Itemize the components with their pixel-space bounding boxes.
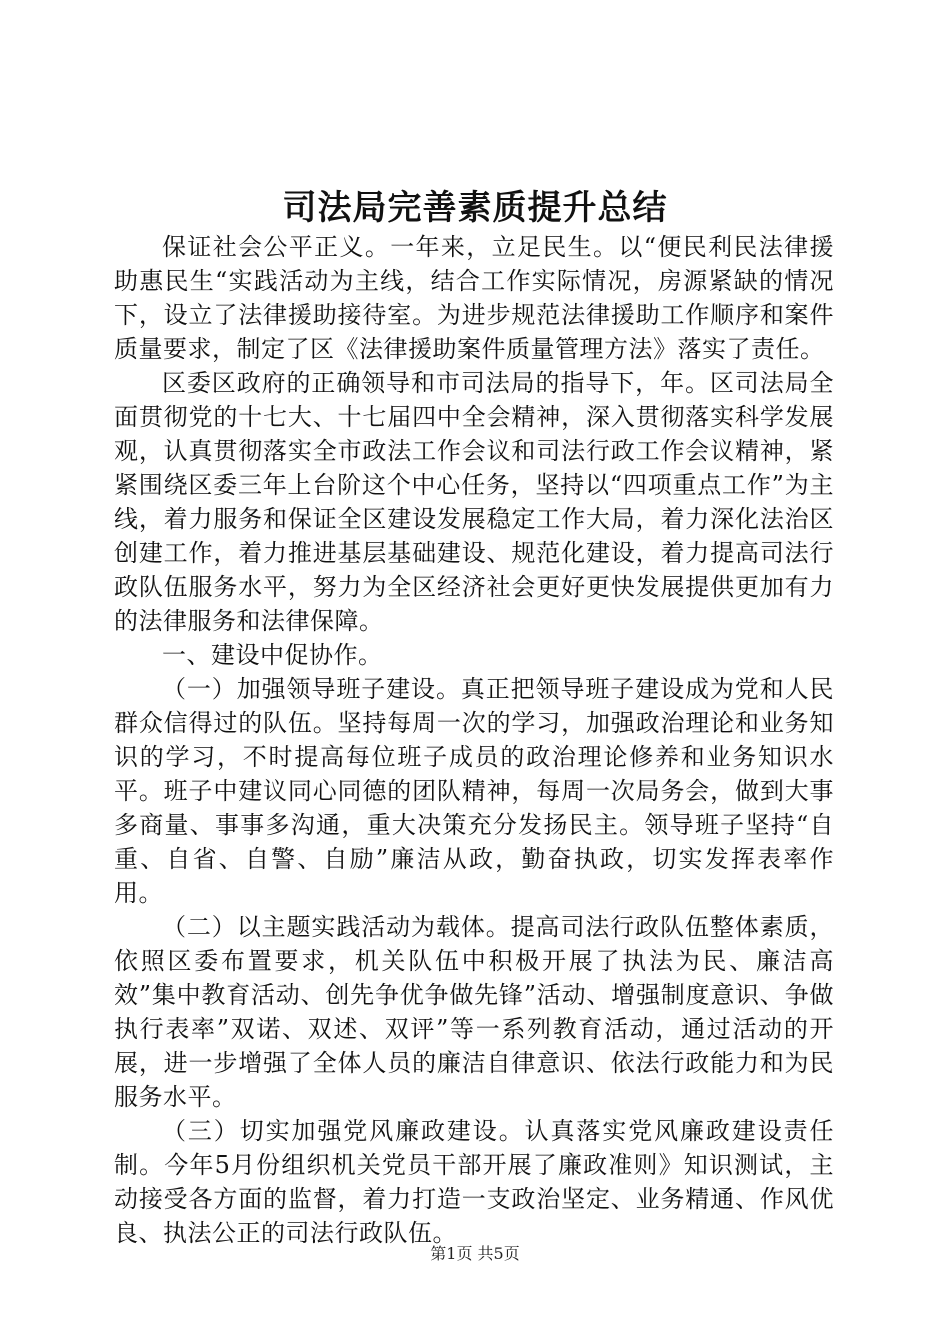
paragraph-2: 区委区政府的正确领导和市司法局的指导下，年。区司法局全面贯彻党的十七大、十七届四中全会精神，深入贯彻落实科学发展观，认真贯彻落实全市政法工作会议和司法行政工作会议精神，紧紧围绕区委三年上台阶这个中心任务，坚持以“四项重点工作”为主线，着力服务和保证全区建设发展稳定工作大局，着力深化法治区创建工作，着力推进基层基础建设、规范化建设，着力提高司法行政队伍服务水平，努力为全区经济社会更好更快发展提供更加有力的法律服务和法律保障。 (114, 369, 834, 635)
paragraph-3: （一）加强领导班子建设。真正把领导班子建设成为党和人民群众信得过的队伍。坚持每周一次的学习，加强政治理论和业务知识的学习，不时提高每位班子成员的政治理论修养和业务知识水平。班子中建议同心同德的团队精神，每周一次局务会，做到大事多商量、事事多沟通，重大决策充分发扬民主。领导班子坚持“自重、自省、自警、自励”廉洁从政，勤奋执政，切实发挥表率作用。 (114, 675, 834, 907)
page-footer: 第1页 共5页 (430, 1244, 520, 1263)
paragraph-4: （二）以主题实践活动为载体。提高司法行政队伍整体素质，依照区委布置要求，机关队伍中积极开展了执法为民、廉洁高效”集中教育活动、创先争优争做先锋”活动、增强制度意识、争做执行表率”双诺、双述、双评”等一系列教育活动，通过活动的开展，进一步增强了全体人员的廉洁自律意识、依法行政能力和为民服务水平。 (114, 913, 834, 1111)
document-title: 司法局完善素质提升总结 (282, 188, 668, 228)
section-heading-1: 一、建设中促协作。 (162, 641, 383, 669)
document-body (114, 230, 834, 1250)
paragraph-5: （三）切实加强党风廉政建设。认真落实党风廉政建设责任制。今年5月份组织机关党员干部开展了廉政准则》知识测试，主动接受各方面的监督，着力打造一支政治坚定、业务精通、作风优良、执法公正的司法行政队伍。 (114, 1117, 834, 1247)
paragraph-1: 保证社会公平正义。一年来，立足民生。以“便民利民法律援助惠民生“实践活动为主线，结合工作实际情况，房源紧缺的情况下，设立了法律援助接待室。为进步规范法律援助工作顺序和案件质量要求，制定了区《法律援助案件质量管理方法》落实了责任。 (114, 233, 834, 363)
